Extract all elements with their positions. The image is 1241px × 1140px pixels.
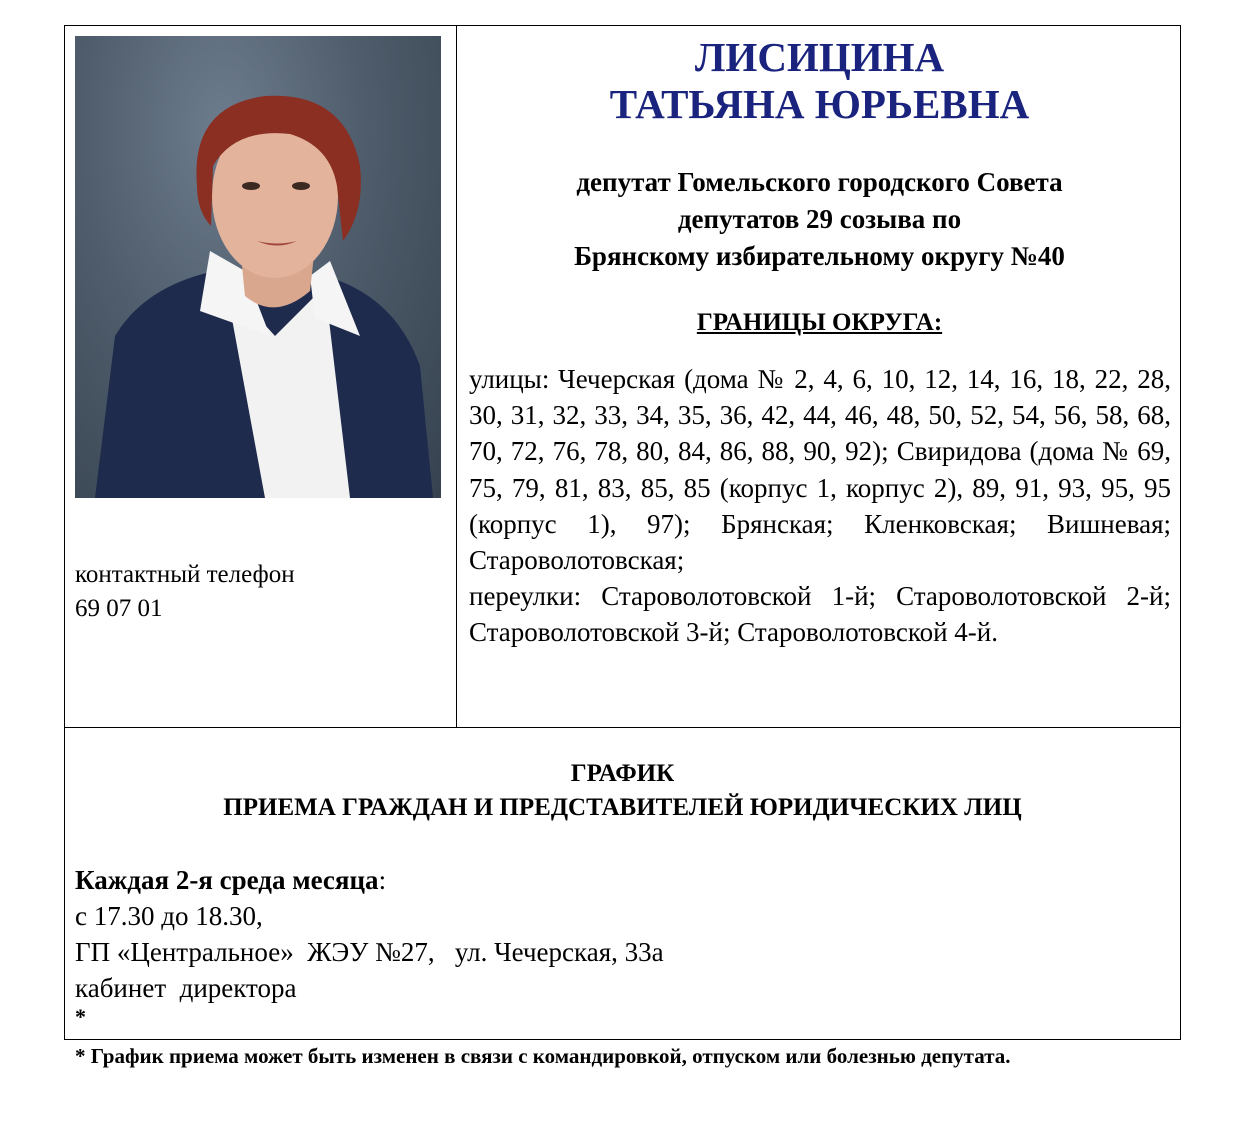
schedule-place: ГП «Центральное» ЖЭУ №27, ул. Чечерская, 33а [75, 937, 664, 967]
photo-cell [65, 26, 457, 727]
portrait-image [75, 36, 441, 498]
deputy-title-line: депутат Гомельского городского Совета [576, 167, 1063, 197]
schedule-row [65, 727, 1180, 1039]
contact-label: контактный телефон [75, 561, 295, 588]
deputy-given-names: ТАТЬЯНА ЮРЬЕВНА [609, 81, 1030, 127]
deputy-photo [75, 36, 441, 498]
lanes-text: переулки: Староволотовской 1-й; Староволотовской 2-й; Староволотовской 3-й; Староволотовской 4-й. [469, 581, 1171, 648]
deputy-title-line: депутатов 29 созыва по [677, 204, 962, 234]
footnote-marker: * [75, 1004, 86, 1029]
borders-list [469, 361, 1171, 651]
schedule-room: кабинет директора [75, 973, 297, 1003]
streets-text: улицы: Чечерская (дома № 2, 4, 6, 10, 12, 14, 16, 18, 22, 28, 30, 31, 32, 33, 34, 35, 36, 42, 44, 46, 48, 50, 52, 54, 56, 58, 68, 70, 72, 76, 78, 80, 84, 86, 88, 90, 92); Свиридова (дома № 69, 75, 79, 81, 83, 85, 85 (корпус 1, корпус 2), 89, 91, 93, 95, 95 (корпус 1), 97); Брянская; Кленковская; Вишневая; Староволотовская; [469, 364, 1171, 576]
schedule-day: Каждая 2-я среда месяца [75, 865, 379, 895]
deputy-info-row [65, 26, 1180, 728]
borders-heading: ГРАНИЦЫ ОКРУГА: [696, 309, 943, 336]
deputy-name [457, 34, 1182, 128]
contact-block [75, 558, 295, 626]
contact-phone: 69 07 01 [75, 595, 163, 622]
schedule-title-line1: ГРАФИК [570, 760, 675, 787]
deputy-title [457, 164, 1182, 275]
schedule-day-suffix: : [378, 865, 387, 895]
deputy-title-line: Брянскому избирательному округу №40 [574, 241, 1065, 271]
schedule-details [75, 862, 664, 1006]
details-cell [457, 26, 1182, 727]
schedule-time: с 17.30 до 18.30, [75, 901, 263, 931]
info-table [64, 25, 1181, 1040]
footnote: * График приема может быть изменен в связи с командировкой, отпуском или болезнью депутата. [75, 1044, 1011, 1068]
deputy-surname: ЛИСИЦИНА [694, 34, 945, 80]
schedule-title-line2: ПРИЕМА ГРАЖДАН И ПРЕДСТАВИТЕЛЕЙ ЮРИДИЧЕСКИХ ЛИЦ [223, 794, 1022, 821]
schedule-title [65, 757, 1180, 825]
